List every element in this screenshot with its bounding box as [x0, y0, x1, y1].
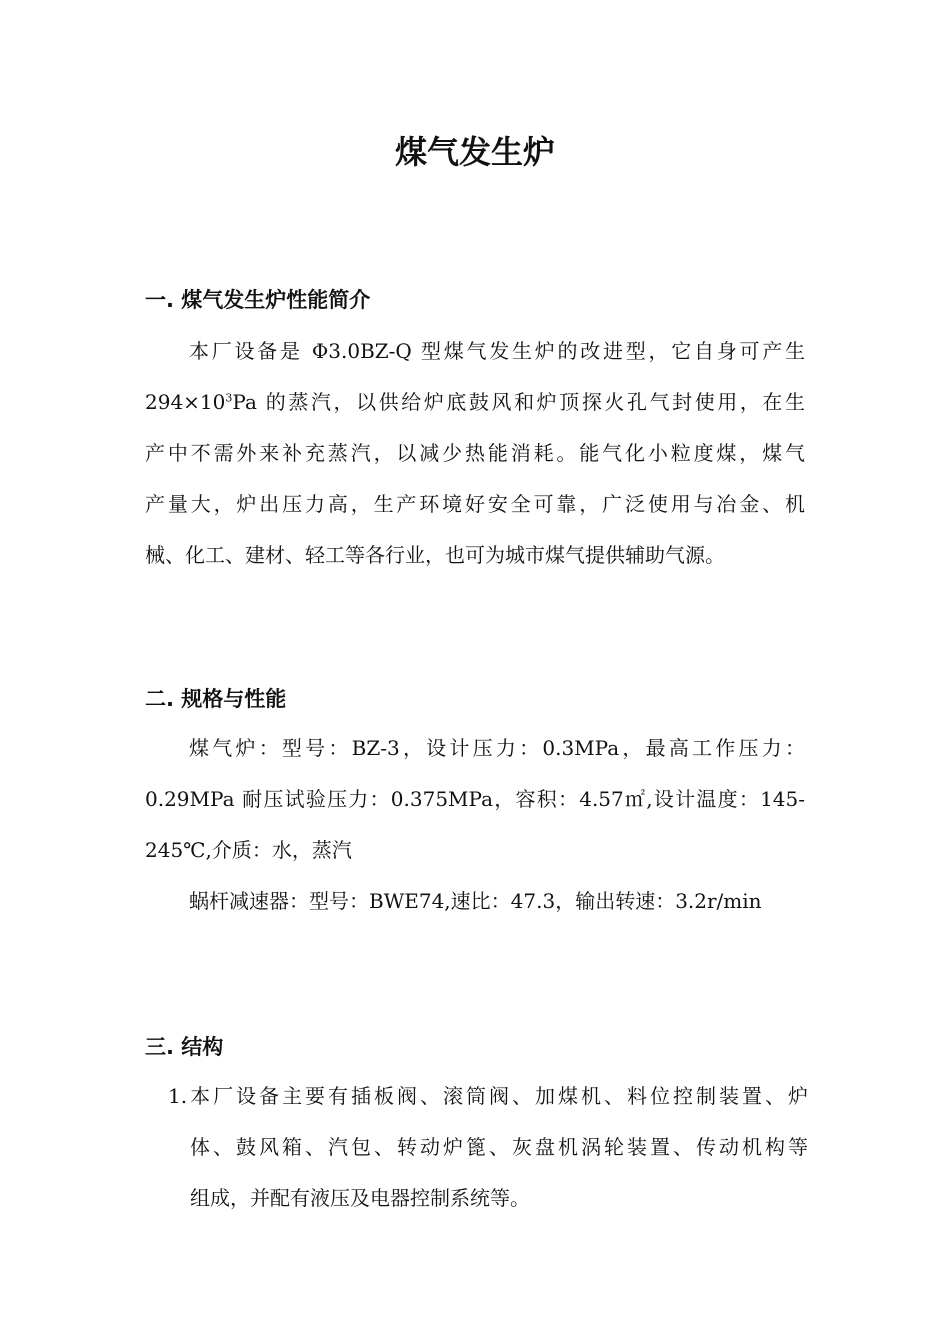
paragraph-line: 0.29MPa 耐压试验压力：0.375MPa，容积：4.57㎡,设计温度：145- — [145, 787, 805, 811]
document-title: 煤气发生炉 — [394, 133, 555, 171]
pressure-value: 294×10 — [145, 390, 226, 414]
paragraph-line — [145, 377, 805, 428]
list-item-line: 1.本厂设备主要有插板阀、滚筒阀、加煤机、料位控制装置、炉 — [168, 1084, 808, 1108]
paragraph-line: 械、化工、建材、轻工等各行业，也可为城市煤气提供辅助气源。 — [145, 543, 725, 567]
section-heading-structure: 三. 结构 — [145, 1035, 224, 1059]
superscript-exponent: 3 — [225, 391, 233, 405]
section-body-specs — [145, 723, 805, 927]
section-body-intro — [145, 326, 805, 581]
paragraph-line: 产量大，炉出压力高，生产环境好安全可靠，广泛使用与冶金、机 — [145, 492, 805, 516]
paragraph-line: 蜗杆减速器：型号：BWE74,速比：47.3，输出转速：3.2r/min — [189, 889, 762, 913]
list-item-line: 组成，并配有液压及电器控制系统等。 — [190, 1186, 530, 1210]
paragraph-line: 245℃,介质：水，蒸汽 — [145, 838, 352, 862]
paragraph-line-rest: Pa 的蒸汽，以供给炉底鼓风和炉顶探火孔气封使用，在生 — [232, 390, 805, 414]
paragraph-line: 产中不需外来补充蒸汽，以减少热能消耗。能气化小粒度煤，煤气 — [145, 441, 805, 465]
list-item-line: 体、鼓风箱、汽包、转动炉篦、灰盘机涡轮装置、传动机构等 — [190, 1135, 808, 1159]
list-item — [168, 1071, 808, 1224]
section-heading-specs: 二. 规格与性能 — [145, 687, 287, 711]
paragraph-line: 煤气炉：型号：BZ-3，设计压力：0.3MPa，最高工作压力： — [189, 736, 805, 760]
section-heading-intro: 一. 煤气发生炉性能简介 — [145, 288, 371, 312]
paragraph-line: 本厂设备是 Φ3.0BZ-Q 型煤气发生炉的改进型，它自身可产生 — [189, 339, 805, 363]
